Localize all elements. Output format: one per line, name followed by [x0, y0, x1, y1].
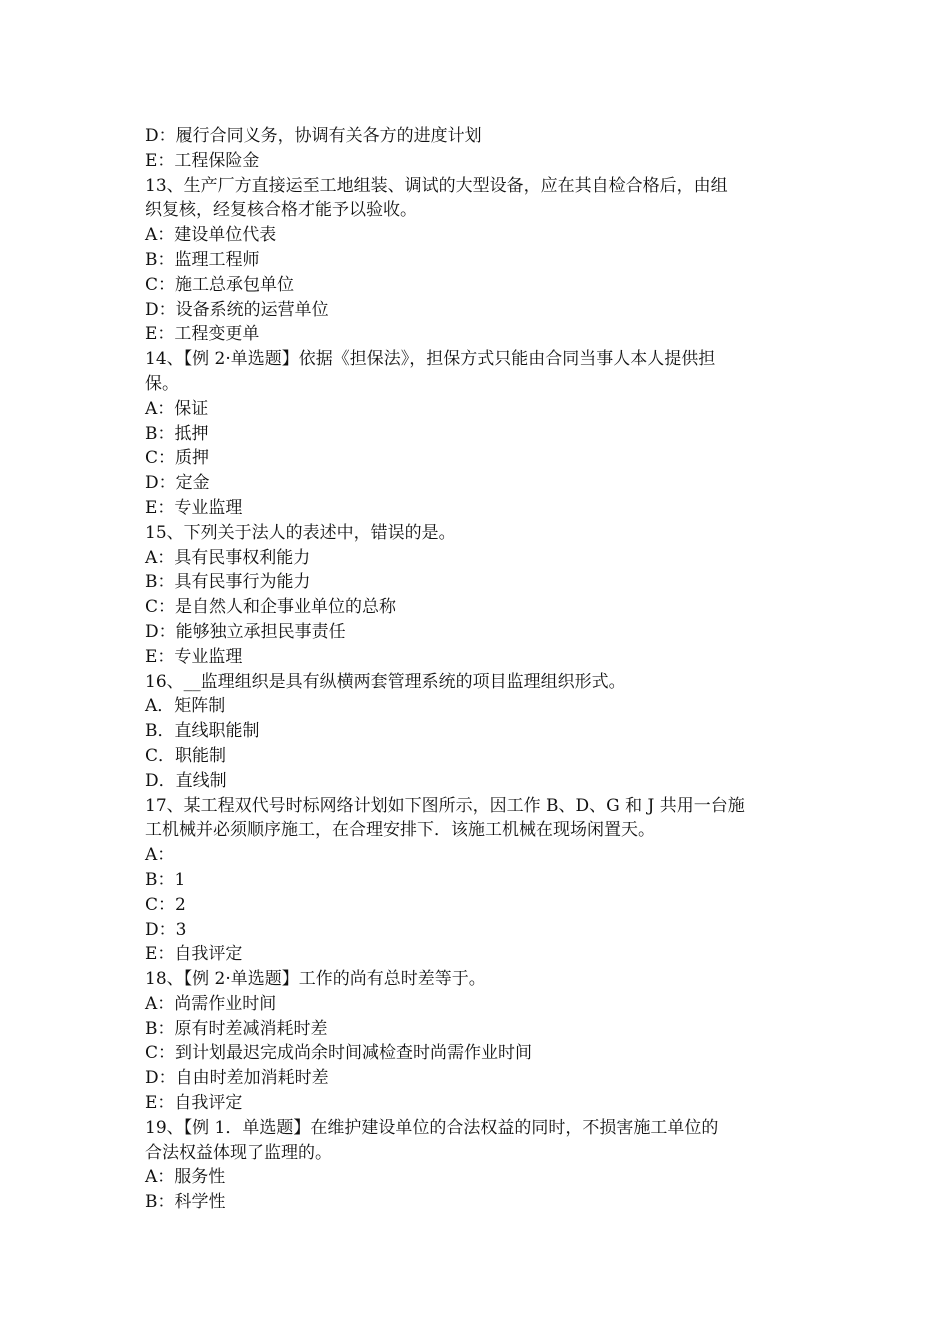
q14-option-a: A：保证 — [145, 398, 209, 419]
question-13-line-2: 织复核，经复核合格才能予以验收。 — [145, 200, 417, 221]
q18-option-d: D：自由时差加消耗时差 — [145, 1068, 329, 1089]
q18-option-e: E：自我评定 — [145, 1093, 243, 1114]
question-16: 16、__监理组织是具有纵横两套管理系统的项目监理组织形式。 — [145, 671, 626, 692]
q16-option-a: A．矩阵制 — [145, 696, 226, 717]
q15-option-c: C：是自然人和企事业单位的总称 — [145, 597, 397, 618]
q14-option-e: E：专业监理 — [145, 497, 243, 518]
q16-option-d: D．直线制 — [145, 770, 227, 791]
q13-option-e: E：工程变更单 — [145, 324, 260, 345]
q14-option-c: C：质押 — [145, 448, 210, 469]
q15-option-e: E：专业监理 — [145, 646, 243, 667]
question-14-line-1: 14、【例 2·单选题】依据《担保法》，担保方式只能由合同当事人本人提供担 — [145, 349, 716, 370]
q13-option-c: C：施工总承包单位 — [145, 274, 295, 295]
q17-option-c: C：2 — [145, 894, 186, 915]
q13-option-a: A：建设单位代表 — [145, 225, 277, 246]
q13-option-d: D：设备系统的运营单位 — [145, 299, 329, 320]
question-15: 15、下列关于法人的表述中，错误的是。 — [145, 522, 456, 543]
q17-option-d: D：3 — [145, 919, 187, 940]
q18-option-c: C：到计划最迟完成尚余时间减检查时尚需作业时间 — [145, 1043, 533, 1064]
question-17-line-1: 17、某工程双代号时标网络计划如下图所示，因工作 B、D、G 和 J 共用一台施 — [145, 795, 745, 816]
q18-option-b: B：原有时差减消耗时差 — [145, 1018, 328, 1039]
question-18: 18、【例 2·单选题】工作的尚有总时差等于。 — [145, 969, 486, 990]
q17-option-a: A： — [145, 845, 175, 866]
option-e-text: E：工程保险金 — [145, 150, 260, 171]
q19-option-a: A：服务性 — [145, 1167, 226, 1188]
question-19-line-2: 合法权益体现了监理的。 — [145, 1142, 332, 1163]
q15-option-a: A：具有民事权利能力 — [145, 547, 311, 568]
q15-option-d: D：能够独立承担民事责任 — [145, 621, 346, 642]
option-d-text: D：履行合同义务，协调有关各方的进度计划 — [145, 126, 482, 146]
question-17-line-2: 工机械并必须顺序施工，在合理安排下．该施工机械在现场闲置天。 — [145, 820, 655, 841]
q17-option-b: B：1 — [145, 869, 186, 890]
q18-option-a: A：尚需作业时间 — [145, 993, 277, 1014]
q13-option-b: B：监理工程师 — [145, 249, 260, 270]
q17-option-e: E：自我评定 — [145, 944, 243, 965]
question-19-line-1: 19、【例 1．单选题】在维护建设单位的合法权益的同时，不损害施工单位的 — [145, 1117, 719, 1138]
q16-option-c: C．职能制 — [145, 745, 227, 766]
document-body — [145, 124, 807, 1215]
q16-option-b: B．直线职能制 — [145, 721, 260, 742]
q19-option-b: B：科学性 — [145, 1192, 226, 1213]
q14-option-d: D：定金 — [145, 473, 210, 494]
question-13-line-1: 13、生产厂方直接运至工地组装、调试的大型设备，应在其自检合格后，由组 — [145, 175, 728, 196]
q15-option-b: B：具有民事行为能力 — [145, 572, 311, 593]
question-14-line-2: 保。 — [145, 373, 179, 394]
q14-option-b: B：抵押 — [145, 423, 209, 444]
